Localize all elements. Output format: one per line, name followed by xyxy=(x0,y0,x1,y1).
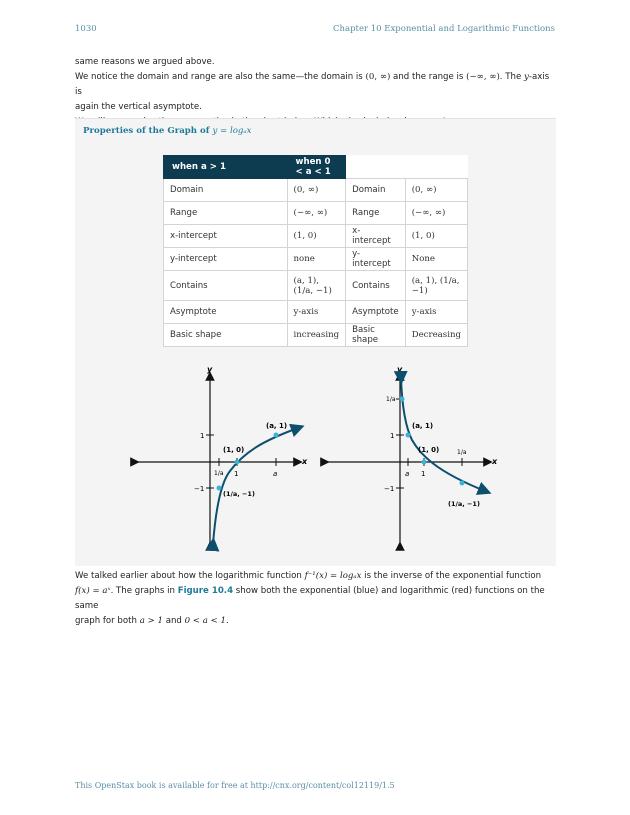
table-row xyxy=(164,301,468,324)
table-value: y-axis xyxy=(287,301,346,324)
intro-line-3: again the vertical asymptote. xyxy=(75,102,202,112)
graph-a-between-0-1 xyxy=(320,366,500,561)
table-value: (−∞, ∞) xyxy=(405,202,467,225)
table-value: (a, 1), (1/a, −1) xyxy=(287,271,346,301)
outro-paragraph xyxy=(75,569,556,629)
table-label: y-intercept xyxy=(164,248,288,271)
footer-text: This OpenStax book is available for free at http://cnx.org/content/col12119/1.5 xyxy=(75,781,395,790)
tick-x-inv: 1/a xyxy=(214,470,224,477)
page-number: 1030 xyxy=(75,24,97,34)
table-row xyxy=(164,225,468,248)
tick-y-inv: 1/a xyxy=(386,396,396,403)
intro-line-1: same reasons we argued above. xyxy=(75,57,215,67)
label-1-0: (1, 0) xyxy=(223,446,245,454)
y-axis-label: y xyxy=(207,366,213,374)
outro-line-1: We talked earlier about how the logarithmic function f⁻¹(x) = logₐx is the inverse of the exponential function xyxy=(75,571,542,581)
point-1-0 xyxy=(422,460,427,465)
chapter-title: Chapter 10 Exponential and Logarithmic Functions xyxy=(333,24,555,34)
table-value: y-axis xyxy=(405,301,467,324)
table-value: (0, ∞) xyxy=(287,179,346,202)
table-row xyxy=(164,248,468,271)
box-title: Properties of the Graph of y = logₐx xyxy=(83,126,252,136)
table-label: y-intercept xyxy=(346,248,406,271)
table-label: Contains xyxy=(346,271,406,301)
table-label: Basic shape xyxy=(346,324,406,347)
label-a-1: (a, 1) xyxy=(412,422,434,430)
table-value: (1, 0) xyxy=(287,225,346,248)
col-header-a-gt-1: when a > 1 xyxy=(164,156,288,179)
x-axis-label: x xyxy=(302,457,308,466)
table-label: Basic shape xyxy=(164,324,288,347)
properties-table xyxy=(163,155,468,347)
table-label: Contains xyxy=(164,271,288,301)
table-row xyxy=(164,202,468,225)
tick-x-inv: 1/a xyxy=(457,449,467,456)
properties-box xyxy=(75,118,556,566)
tick-y-1: 1 xyxy=(390,432,395,440)
table-row xyxy=(164,179,468,202)
point-a-1 xyxy=(274,433,279,438)
x-axis-label: x xyxy=(492,457,498,466)
label-inv-neg1: (1/a, −1) xyxy=(223,490,255,498)
tick-y-1: 1 xyxy=(200,432,205,440)
table-value: none xyxy=(287,248,346,271)
label-1-0: (1, 0) xyxy=(418,446,440,454)
label-inv-neg1: (1/a, −1) xyxy=(448,500,480,508)
table-label: Domain xyxy=(164,179,288,202)
table-value: (0, ∞) xyxy=(405,179,467,202)
table-row xyxy=(164,324,468,347)
point-a-1 xyxy=(406,433,411,438)
table-label: Domain xyxy=(346,179,406,202)
tick-y-neg1: −1 xyxy=(194,485,205,493)
table-value: (1, 0) xyxy=(405,225,467,248)
point-1-0 xyxy=(235,460,240,465)
table-label: Range xyxy=(164,202,288,225)
table-row xyxy=(164,271,468,301)
graph-a-greater-1 xyxy=(130,366,310,561)
label-a-1: (a, 1) xyxy=(266,422,288,430)
tick-x-a: a xyxy=(273,470,278,478)
tick-y-neg1: −1 xyxy=(384,485,395,493)
y-axis-label: y xyxy=(397,366,403,374)
point-inv-neg1 xyxy=(460,481,465,486)
log-curve-decreasing xyxy=(401,378,485,491)
outro-line-3: graph for both a > 1 and 0 < a < 1. xyxy=(75,616,229,626)
outro-line-2: f(x) = aˣ. The graphs in Figure 10.4 show both the exponential (blue) and logarithmic (red) functions on the same xyxy=(75,586,545,611)
table-label: x-intercept xyxy=(346,225,406,248)
point-inv-y xyxy=(400,397,405,402)
table-value: (a, 1), (1/a, −1) xyxy=(405,271,467,301)
point-inv-neg1 xyxy=(217,486,222,491)
table-label: Asymptote xyxy=(346,301,406,324)
table-value: increasing xyxy=(287,324,346,347)
intro-line-2: We notice the domain and range are also the same—the domain is (0, ∞) and the range is (−∞, ∞). The y-axis is xyxy=(75,72,550,97)
table-label: Asymptote xyxy=(164,301,288,324)
tick-x-a: a xyxy=(405,470,410,478)
table-label: x-intercept xyxy=(164,225,288,248)
table-label: Range xyxy=(346,202,406,225)
col-header-a-between: when 0 < a < 1 xyxy=(287,156,346,179)
tick-x-1: 1 xyxy=(421,470,426,478)
table-value: Decreasing xyxy=(405,324,467,347)
table-value: None xyxy=(405,248,467,271)
figure-link[interactable]: Figure 10.4 xyxy=(177,586,234,596)
tick-x-1: 1 xyxy=(234,470,239,478)
table-value: (−∞, ∞) xyxy=(287,202,346,225)
